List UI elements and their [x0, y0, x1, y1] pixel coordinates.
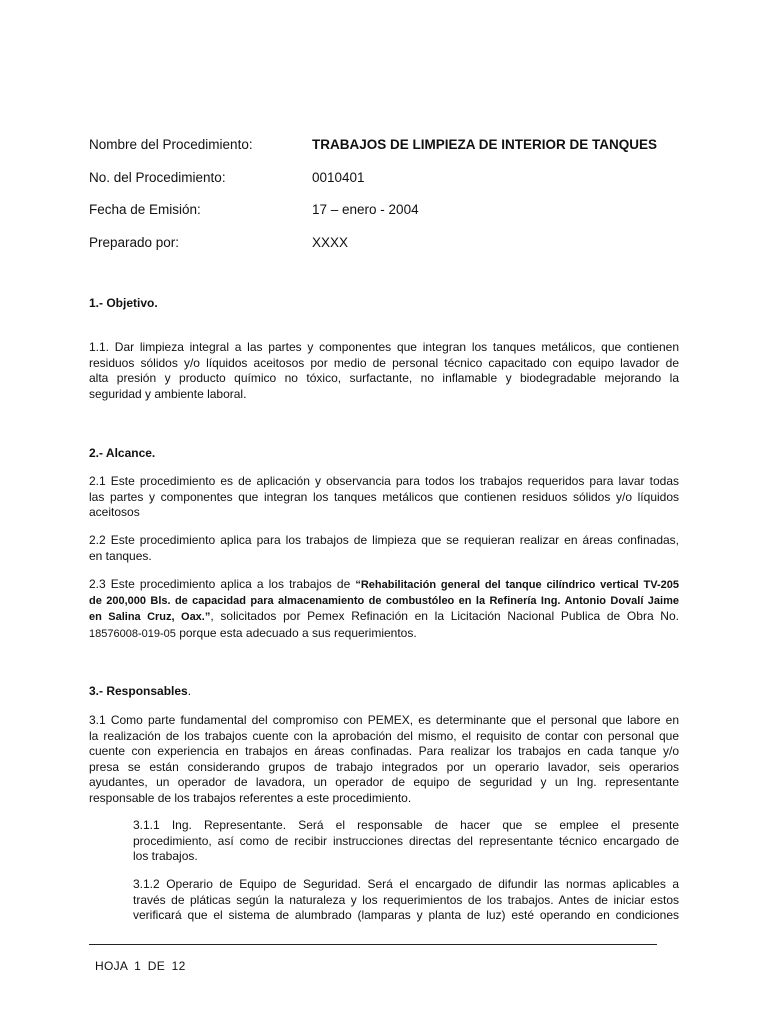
- text-line: 2.2 Este procedimiento aplica para los trabajos de limpieza que se requieran realizar en áreas confinadas,: [89, 533, 679, 547]
- text-line: las partes y componentes que integran los tanques metálicos que contienen residuos sólidos y/o líquidos: [89, 489, 679, 504]
- section-title-objetivo: [89, 296, 158, 311]
- paragraph-3-1-1: [133, 818, 679, 865]
- text-line: cuente con experiencia en trabajos en áreas confinadas. Para realizar los trabajos en cada tanque y/o: [89, 744, 679, 758]
- section-title-text: - Objetivo.: [99, 296, 158, 310]
- paragraph-2-1: [89, 474, 679, 521]
- text-line: presa se están considerando grupos de trabajo integrados por un operario lavador, seis operarios: [89, 759, 679, 774]
- text-line: 3.1.2 Operario de Equipo de Seguridad. Será el encargado de difundir las normas aplicables a: [133, 877, 679, 891]
- text-line: responsable de los trabajos referentes a este procedimiento.: [89, 790, 412, 805]
- section-title-text: - Responsables: [99, 684, 188, 698]
- text-line: 3.1 Como parte fundamental del compromiso con PEMEX, es determinante que el personal que labore en: [89, 713, 679, 727]
- text-line: 3.1.1 Ing. Representante. Será el responsable de hacer que se emplee el presente: [133, 818, 679, 832]
- text-line: en tanques.: [89, 548, 152, 563]
- label-prepared-by: Preparado por:: [89, 235, 180, 250]
- label-procedure-number: No. del Procedimiento:: [89, 170, 226, 185]
- value-procedure-number: 0010401: [312, 170, 365, 185]
- text-line: procedimiento, así como de recibir instrucciones directas del representante técnico encargado de: [133, 833, 679, 848]
- text-line: [89, 626, 679, 643]
- paragraph-2-2: [89, 533, 679, 564]
- paragraph-2-3: [89, 577, 679, 642]
- section-title-tail: .: [187, 684, 192, 698]
- text-line: 2.1 Este procedimiento es de aplicación y observancia para todos los trabajos requeridos para lavar todas: [89, 474, 679, 488]
- value-procedure-name: TRABAJOS DE LIMPIEZA DE INTERIOR DE TANQUES: [312, 137, 658, 152]
- section-number: 2.: [89, 446, 100, 460]
- section-title-responsables: [89, 684, 191, 699]
- paragraph-3-1-2: [133, 877, 679, 924]
- page-counter: HOJA 1 DE 12: [95, 959, 186, 973]
- paragraph-1-1: [89, 340, 679, 402]
- section-number: 1.: [89, 296, 100, 310]
- text-line: la realización de los trabajos cuente con la aprobación del mismo, el requisito de contar con personal que: [89, 728, 679, 743]
- text-line: alta presión y producto químico no tóxico, surfactante, no inflamable y biodegradable mejorando la: [89, 371, 679, 385]
- text-line: [89, 577, 679, 594]
- project-name-bold: “Rehabilitación general del tanque cilíndrico vertical TV-205: [355, 579, 679, 591]
- text-line: seguridad y ambiente laboral.: [89, 386, 247, 401]
- text-segment: porque esta adecuado a sus requerimientos.: [175, 625, 417, 640]
- value-prepared-by: XXXX: [312, 235, 349, 250]
- section-number: 3.: [89, 684, 100, 698]
- value-issue-date: 17 – enero - 2004: [312, 202, 419, 217]
- text-segment: , solicitados por Pemex Refinación en la Licitación Nacional Publica de Obra No.: [210, 609, 679, 623]
- text-line: de 200,000 Bls. de capacidad para almacenamiento de combustóleo en la Refinería Ing. Antonio Dovalí Jaime: [89, 594, 679, 607]
- footer-divider: [89, 944, 657, 945]
- text-segment: 2.3 Este procedimiento aplica a los trabajos de: [89, 577, 356, 591]
- project-location-bold: en Salina Cruz, Oax.”: [89, 611, 211, 623]
- section-title-alcance: [89, 446, 155, 461]
- text-line: través de pláticas según la naturaleza y los requerimientos de los trabajos. Antes de iniciar estos: [133, 892, 679, 907]
- label-issue-date: Fecha de Emisión:: [89, 202, 201, 217]
- paragraph-3-1: [89, 713, 679, 806]
- label-procedure-name: Nombre del Procedimiento:: [89, 137, 253, 152]
- text-line: [89, 609, 679, 626]
- section-title-text: - Alcance.: [99, 446, 156, 460]
- text-line: residuos sólidos y/o líquidos aceitosos por medio de personal técnico capacitado con equipo lavador de: [89, 355, 679, 370]
- text-line: verificará que el sistema de alumbrado (lamparas y planta de luz) esté operando en condiciones: [133, 908, 679, 922]
- text-line: ayudantes, un operador de lavadora, un operador de equipo de seguridad y un Ing. representante: [89, 775, 679, 789]
- text-line: los trabajos.: [133, 849, 198, 863]
- text-line: aceitosos: [89, 505, 140, 519]
- text-line: 1.1. Dar limpieza integral a las partes y componentes que integran los tanques metálicos, que contienen: [89, 340, 679, 354]
- tender-number: 18576008-019-05: [89, 627, 176, 640]
